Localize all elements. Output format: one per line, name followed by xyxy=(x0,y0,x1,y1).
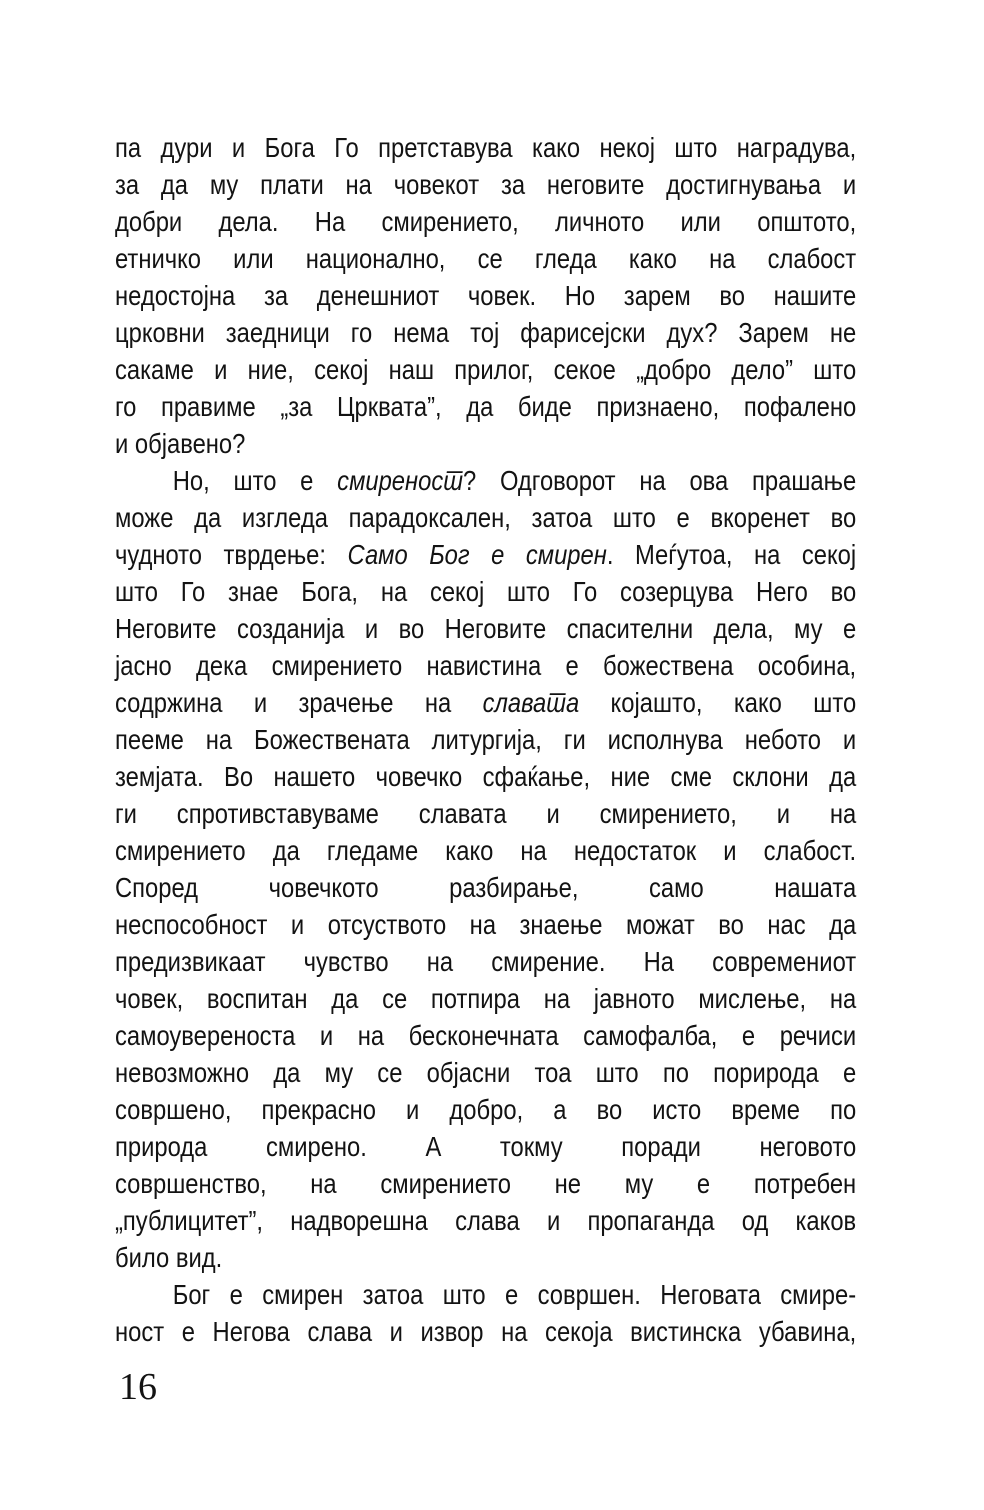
text-segment: невозможно да му се објасни тоа што по порирода е xyxy=(115,1057,857,1088)
text-line xyxy=(115,980,856,1017)
text-line xyxy=(115,943,856,980)
text-segment: ност е Негова слава и извор на секоја вистинска убавина, xyxy=(115,1316,857,1347)
text-line xyxy=(115,1054,856,1091)
text-segment: совршенство, на смирението не му е потребен xyxy=(115,1168,857,1199)
text-segment: . Меѓутоа, на секој xyxy=(606,539,857,570)
text-segment: етничко или национално, се гледа како на слабост xyxy=(115,243,857,274)
text-segment: црковни заедници го нема тој фарисејски дух? Зарем не xyxy=(115,317,857,348)
text-line xyxy=(115,795,856,832)
text-line xyxy=(115,203,856,240)
text-segment: смирението да гледаме како на недостаток и слабост. xyxy=(115,835,857,866)
text-segment: го правиме „за Црквата”, да биде признаено, пофалено xyxy=(115,391,857,422)
text-line xyxy=(115,1017,856,1054)
text-segment: добри дела. На смирението, личното или општото, xyxy=(115,206,857,237)
page-number: 16 xyxy=(119,1366,157,1408)
text-line xyxy=(115,573,856,610)
text-segment: сакаме и ние, секој наш прилог, секое „добро дело” што xyxy=(115,354,857,385)
text-line xyxy=(115,1202,856,1239)
text-line xyxy=(115,499,856,536)
text-segment: Но, што е xyxy=(172,465,338,496)
text-line xyxy=(115,277,856,314)
text-line xyxy=(115,610,856,647)
text-line xyxy=(115,832,856,869)
text-line xyxy=(115,1313,856,1350)
text-segment: совршено, прекрасно и добро, а во исто време по xyxy=(115,1094,857,1125)
text-segment: самоувереноста и на бесконечната самофалба, е речиси xyxy=(115,1020,857,1051)
text-segment: недостојна за денешниот човек. Но зарем во нашите xyxy=(115,280,857,311)
text-segment: Бог е смирен затоа што е совршен. Неговата смире- xyxy=(172,1279,857,1310)
text-segment: природа смирено. А токму поради неговото xyxy=(115,1131,857,1162)
text-segment: земјата. Во нашето човечко сфаќање, ние сме склони да xyxy=(115,761,857,792)
text-segment: и објавено? xyxy=(115,428,246,459)
text-segment: може да изгледа парадоксален, затоа што е вкоренет во xyxy=(115,502,857,533)
text-segment: ги спротивставуваме славата и смирението, и на xyxy=(115,798,857,829)
text-segment: чудното тврдење: xyxy=(115,539,348,570)
text-line xyxy=(115,388,856,425)
text-line xyxy=(115,1239,856,1276)
text-line xyxy=(115,869,856,906)
text-line xyxy=(115,462,856,499)
text-line xyxy=(115,314,856,351)
text-segment: пееме на Божествената литургија, ги исполнува небото и xyxy=(115,724,857,755)
italic-text-segment: смиреност xyxy=(337,465,463,496)
text-segment: па дури и Бога Го претставува како некој што наградува, xyxy=(115,132,857,163)
text-segment: содржина и зрачење на xyxy=(115,687,483,718)
text-segment: којашто, како што xyxy=(579,687,857,718)
text-segment: Според човечкото разбирање, само нашата xyxy=(115,872,857,903)
text-line xyxy=(115,1165,856,1202)
text-line xyxy=(115,721,856,758)
text-segment: Неговите созданија и во Неговите спасителни дела, му е xyxy=(115,613,857,644)
text-line xyxy=(115,1128,856,1165)
text-line xyxy=(115,758,856,795)
text-segment: „публицитет”, надворешна слава и пропаганда од каков xyxy=(115,1205,857,1236)
text-segment: неспособност и отсуството на знаење можат во нас да xyxy=(115,909,857,940)
text-line xyxy=(115,166,856,203)
italic-text-segment: Само Бог е смирен xyxy=(347,539,607,570)
text-line xyxy=(115,351,856,388)
page-text-block xyxy=(115,129,856,1350)
text-line xyxy=(115,647,856,684)
text-line xyxy=(115,129,856,166)
text-segment: што Го знае Бога, на секој што Го созерцува Него во xyxy=(115,576,857,607)
text-line xyxy=(115,240,856,277)
text-line xyxy=(115,536,856,573)
text-line xyxy=(115,684,856,721)
text-segment: било вид. xyxy=(115,1242,223,1273)
text-segment: за да му плати на човекот за неговите достигнувања и xyxy=(115,169,857,200)
text-segment: предизвикаат чувство на смирение. На современиот xyxy=(115,946,857,977)
text-segment: човек, воспитан да се потпира на јавното мислење, на xyxy=(115,983,857,1014)
text-line xyxy=(115,1091,856,1128)
text-line xyxy=(115,1276,856,1313)
text-line xyxy=(115,425,856,462)
italic-text-segment: славата xyxy=(482,687,580,718)
text-segment: ? Одговорот на ова прашање xyxy=(462,465,857,496)
text-segment: јасно дека смирението навистина е божествена особина, xyxy=(115,650,857,681)
text-line xyxy=(115,906,856,943)
